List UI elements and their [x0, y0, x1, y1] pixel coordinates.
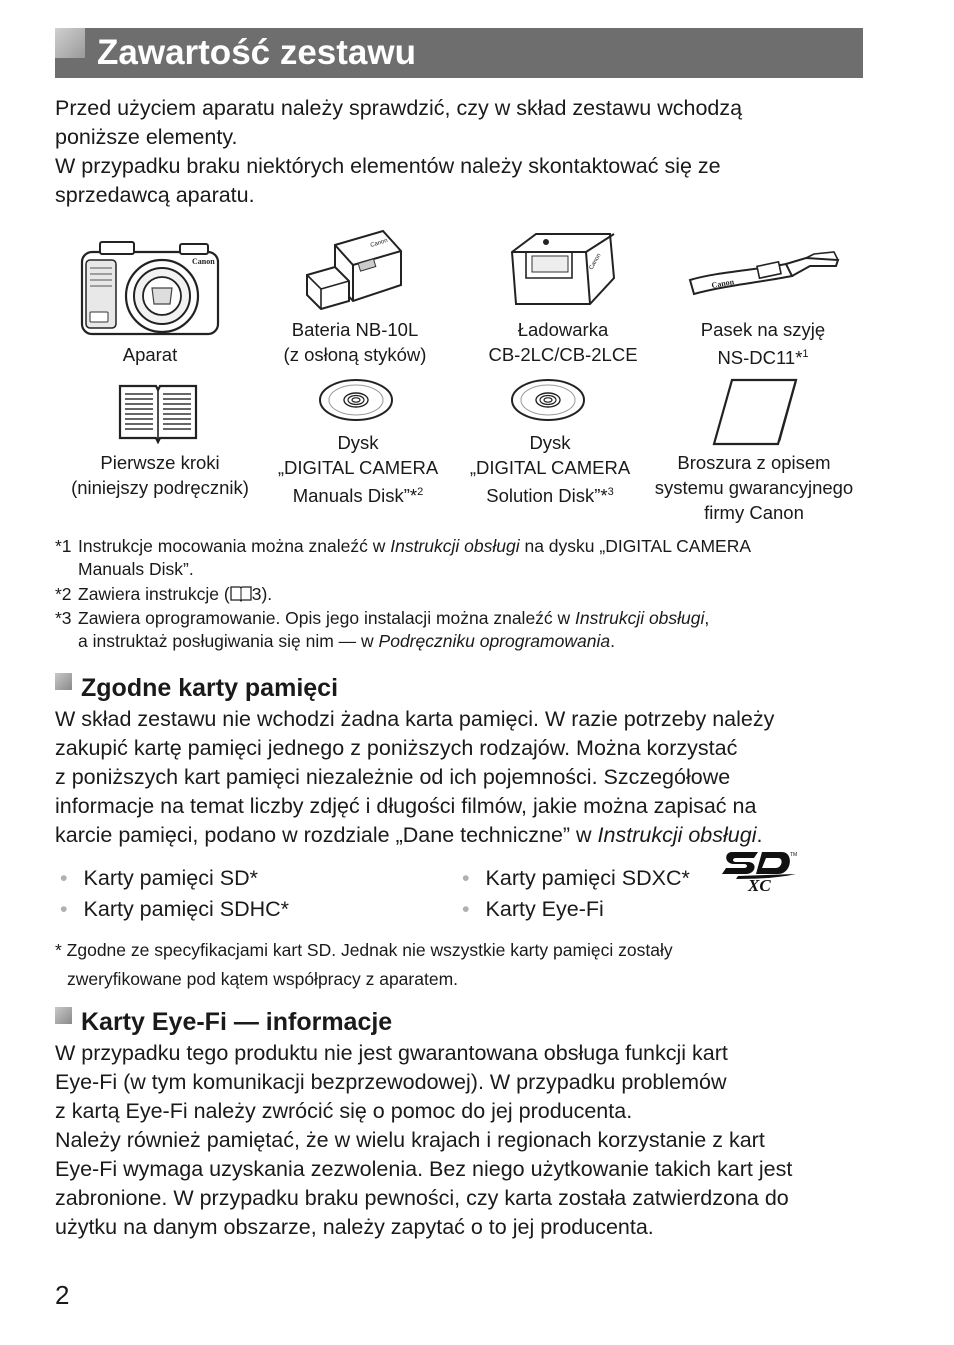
paragraph-line: Eye-Fi wymaga uzyskania zezwolenia. Bez niego użytkowanie takich kart jest: [55, 1157, 793, 1181]
footnote-mark: *2: [55, 584, 72, 604]
item-solution-disk: [447, 430, 653, 508]
card-type-label: Karty pamięci SD*: [83, 866, 258, 890]
booklet-illustration: [116, 380, 200, 444]
card-type-item: [60, 895, 289, 924]
footnote-italic: Instrukcji obsługi: [390, 536, 520, 556]
item-guide-label: Pierwsze kroki: [100, 452, 220, 473]
footnote-text: a instruktaż posługiwania się nim — w: [78, 631, 379, 651]
svg-text:XC: XC: [748, 876, 771, 892]
item-guide-label: (niniejszy podręcznik): [71, 477, 249, 498]
charger-illustration: [506, 228, 618, 310]
paragraph-line: użytku na danym obszarze, należy zapytać o to jej producenta.: [55, 1215, 654, 1239]
item-manuals-disk-label: Manuals Disk”*: [292, 485, 418, 507]
item-warranty: [640, 450, 868, 525]
item-battery-label: (z osłoną styków): [283, 344, 427, 365]
section-heading-eye-fi: [55, 1007, 392, 1037]
footnote-ref-2: 2: [417, 486, 424, 498]
paragraph-line: z poniższych kart pamięci niezależnie od ich pojemności. Szczegółowe: [55, 765, 731, 789]
card-type-label: Karty pamięci SDHC*: [83, 897, 290, 921]
disk-solution-illustration: [510, 378, 586, 422]
strap-brand-text: Canon: [710, 277, 735, 290]
intro-line: Przed użyciem aparatu należy sprawdzić, czy w skład zestawu wchodzą: [55, 96, 743, 120]
paragraph-line: W skład zestawu nie wchodzi żadna karta pamięci. W razie potrzeby należy: [55, 707, 775, 731]
footnote-ref-1: 1: [802, 348, 809, 360]
footnote-1: [55, 535, 751, 581]
paragraph-line: Należy również pamiętać, że w wielu krajach i regionach korzystanie z kart: [55, 1128, 765, 1152]
section-heading-memory-cards: [55, 673, 338, 703]
footnote-text: Zawiera instrukcje (: [78, 584, 230, 604]
section-square-icon: [55, 1007, 72, 1024]
item-charger-label: CB-2LC/CB-2LCE: [488, 344, 638, 365]
item-manuals-disk-label: „DIGITAL CAMERA: [277, 457, 439, 478]
footnote-ref-3: 3: [607, 486, 614, 498]
item-strap: [660, 317, 866, 370]
paragraph-line: karcie pamięci, podano w rozdziale „Dane techniczne” w: [55, 823, 598, 847]
card-type-label: Karty pamięci SDXC*: [485, 866, 690, 890]
section-heading-text: Zgodne karty pamięci: [81, 674, 339, 702]
note-line: zweryfikowane pod kątem współpracy z aparatem.: [67, 969, 459, 989]
footnote-mark: *3: [55, 608, 72, 628]
item-guide: [50, 450, 270, 500]
item-warranty-label: systemu gwarancyjnego: [654, 477, 854, 498]
camera-illustration: [80, 238, 220, 338]
page-title: Zawartość zestawu: [97, 33, 416, 72]
item-manuals-disk-label: Dysk: [337, 432, 379, 453]
card-type-label: Karty Eye-Fi: [485, 897, 604, 921]
item-camera: [100, 342, 200, 367]
item-strap-model: NS-DC11*: [717, 347, 803, 369]
item-warranty-label: Broszura z opisem: [677, 452, 831, 473]
footnote-text: .: [610, 631, 615, 651]
item-charger-label: Ładowarka: [517, 319, 609, 340]
intro-line: poniższe elementy.: [55, 125, 238, 149]
intro-line: sprzedawcą aparatu.: [55, 183, 255, 207]
footnote-text: Zawiera oprogramowanie. Opis jego instalacji można znaleźć w: [78, 608, 576, 628]
note-line: * Zgodne ze specyfikacjami kart SD. Jednak nie wszystkie karty pamięci zostały: [55, 940, 673, 960]
eye-fi-paragraph: [55, 1039, 875, 1242]
memory-cards-paragraph: [55, 705, 875, 850]
svg-text:Canon: Canon: [369, 238, 389, 249]
item-charger: [460, 317, 666, 367]
footnote-3: [55, 607, 709, 653]
paragraph-line: informacje na temat liczby zdjęć i długości filmów, jakie można zapisać na: [55, 794, 757, 818]
item-warranty-label: firmy Canon: [704, 502, 804, 523]
intro-paragraph: [55, 94, 875, 210]
item-battery: [250, 317, 460, 367]
item-solution-disk-label: Solution Disk”*: [486, 485, 608, 507]
page-number: 2: [55, 1280, 70, 1310]
section-heading-text: Karty Eye-Fi — informacje: [81, 1008, 393, 1036]
item-manuals-disk: [255, 430, 461, 508]
item-camera-label: Aparat: [122, 344, 178, 365]
compatibility-note: [55, 936, 673, 994]
sdxc-logo-icon: [718, 848, 800, 892]
strap-illustration: [686, 250, 840, 300]
camera-brand-text: Canon: [192, 257, 215, 266]
paragraph-line: W przypadku tego produktu nie jest gwarantowana obsługa funkcji kart: [55, 1041, 728, 1065]
disk-manuals-illustration: [318, 378, 394, 422]
warranty-booklet-illustration: [712, 378, 798, 448]
footnote-text: ,: [704, 608, 710, 628]
footnote-text: 3).: [251, 584, 273, 604]
section-square-icon: [55, 673, 72, 690]
bullet-icon: •: [60, 897, 68, 921]
intro-line: W przypadku braku niektórych elementów należy skontaktować się ze: [55, 154, 721, 178]
paragraph-italic: Instrukcji obsługi: [597, 823, 757, 847]
battery-illustration: [305, 225, 405, 310]
item-solution-disk-label: Dysk: [529, 432, 571, 453]
svg-text:TM: TM: [790, 852, 798, 858]
svg-text:Canon: Canon: [588, 252, 603, 271]
card-type-item: [60, 864, 258, 893]
book-icon: [230, 585, 252, 602]
paragraph-line: Eye-Fi (w tym komunikacji bezprzewodowej). W przypadku problemów: [55, 1070, 727, 1094]
item-battery-label: Bateria NB-10L: [291, 319, 419, 340]
footnote-italic: Instrukcji obsługi: [575, 608, 705, 628]
footnote-text: Manuals Disk”.: [78, 559, 194, 579]
footnote-text: Instrukcje mocowania można znaleźć w: [78, 536, 391, 556]
footnote-italic: Podręczniku oprogramowania: [378, 631, 611, 651]
paragraph-line: z kartą Eye-Fi należy zwrócić się o pomoc do jej producenta.: [55, 1099, 633, 1123]
bullet-icon: •: [60, 866, 68, 890]
title-square-icon: [55, 28, 85, 58]
card-type-item: [462, 895, 604, 924]
paragraph-line: .: [756, 823, 763, 847]
paragraph-line: zakupić kartę pamięci jednego z poniższych rodzajów. Można korzystać: [55, 736, 738, 760]
item-strap-label: Pasek na szyję: [700, 319, 826, 340]
footnote-text: na dysku „DIGITAL CAMERA: [519, 536, 752, 556]
item-solution-disk-label: „DIGITAL CAMERA: [469, 457, 631, 478]
footnote-2: [55, 583, 272, 606]
bullet-icon: •: [462, 866, 470, 890]
footnote-mark: *1: [55, 536, 72, 556]
bullet-icon: •: [462, 897, 470, 921]
paragraph-line: zabronione. W przypadku braku pewności, czy karta została zatwierdzona do: [55, 1186, 789, 1210]
card-type-item: [462, 864, 690, 893]
